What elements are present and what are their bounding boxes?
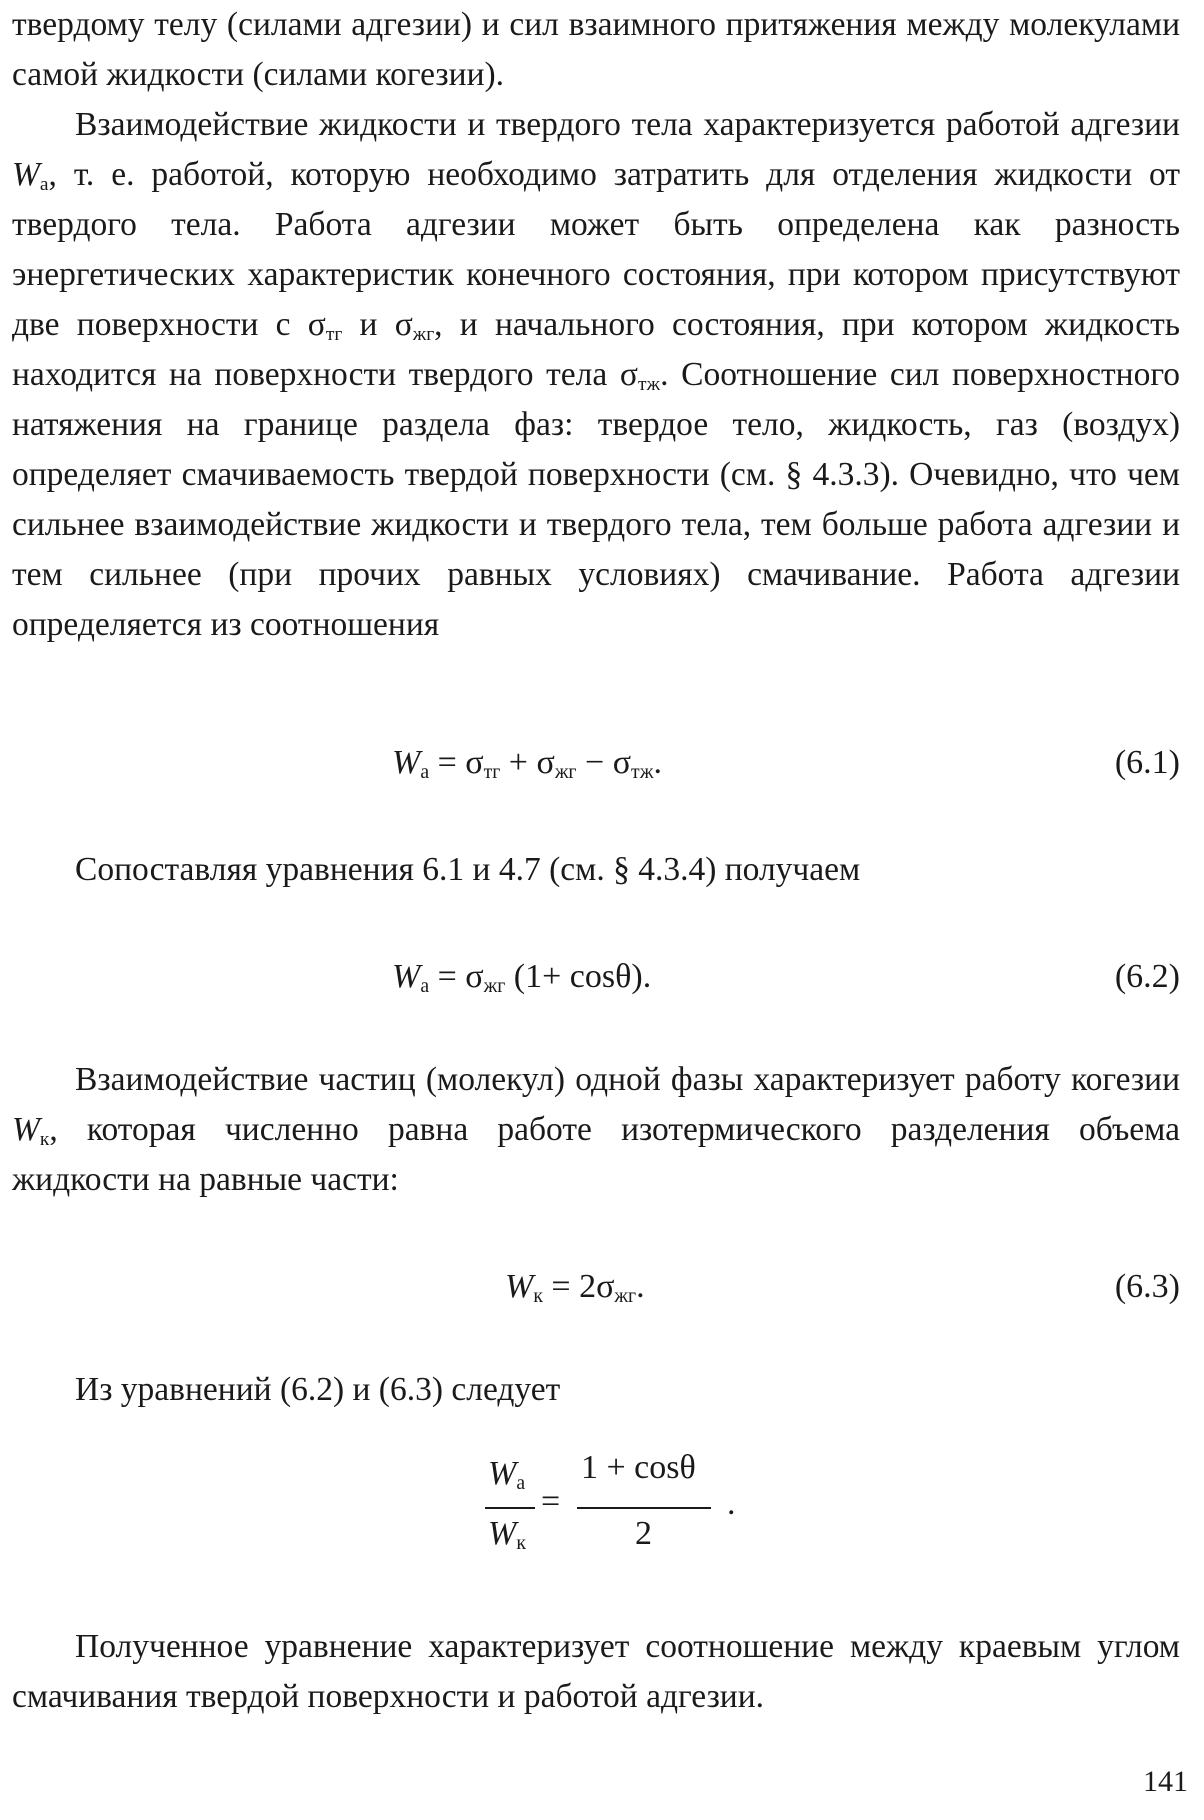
ratio-right-denominator: 2	[635, 1515, 652, 1552]
ratio-equals-sign: =	[541, 1483, 561, 1520]
equation-number-6-2: (6.2)	[1114, 958, 1180, 995]
paragraph-conclusion: Полученное уравнение характеризует соотношение между краевым углом смачивания твердой поверхности и работой адгезии.	[12, 1628, 1180, 1715]
equation-6-2: $W_а = \sigma_{жг}$ (1+ cosθ).	[392, 958, 652, 997]
work-adhesion-symbol: W	[12, 156, 40, 193]
equation-6-1: $W_а = \sigma_{тг} + \sigma_{жг} - \sigma_{тж}$.	[392, 744, 662, 783]
ratio-right-numerator: 1 + cosθ	[581, 1449, 696, 1486]
ratio-right-fraction-bar	[577, 1507, 711, 1509]
ratio-end-period: .	[727, 1485, 736, 1522]
paragraph-cohesion-work: Взаимодействие частиц (молекул) одной фазы характеризует работу когезии $W_к$, которая численно равна работе изотермического разделения объема жидкости на равные части:	[12, 1061, 1180, 1198]
ratio-left-numerator: $W_а$	[488, 1455, 526, 1494]
ratio-left-fraction-bar	[485, 1507, 535, 1509]
equation-number-6-3: (6.3)	[1114, 1268, 1180, 1305]
page-number: 141	[1143, 1765, 1188, 1798]
equation-ratio	[485, 1449, 745, 1575]
ratio-left-denominator: $W_к$	[488, 1515, 526, 1554]
paragraph-adhesion-work: Взаимодействие жидкости и твердого тела характеризуется работой адгезии $W_а$, т. е. работой, которую необходимо затратить для отделения жидкости от твердого тела. Работа адгезии может быть определена как разность энергетических характеристик конечного состояния, при котором присутствуют две поверхности с $\sigma_{тг}$ и $\sigma_{жг}$, и начального состояния, при котором жидкость находится на поверхности твердого тела $\sigma_{тж}$. Соотношение сил поверхностного натяжения на границе раздела фаз: твердое тело, жидкость, газ (воздух) определяет смачиваемость твердой поверхности (см. § 4.3.3). Очевидно, что чем сильнее взаимодействие жидкости и твердого тела, тем больше работа адгезии и тем сильнее (при прочих равных условиях) смачивание. Работа адгезии определяется из соотношения	[12, 106, 1180, 643]
equation-number-6-1: (6.1)	[1114, 744, 1180, 781]
paragraph-comparing: Сопоставляя уравнения 6.1 и 4.7 (см. § 4.3.4) получаем	[75, 851, 861, 888]
equation-6-3: $W_к = 2\sigma_{жг}$.	[505, 1268, 645, 1307]
paragraph-from-equations: Из уравнений (6.2) и (6.3) следует	[75, 1371, 561, 1408]
paragraph-continuation: твердому телу (силами адгезии) и сил взаимного притяжения между молекулами самой жидкости (силами когезии).	[12, 6, 1180, 93]
work-cohesion-symbol: W	[12, 1111, 40, 1148]
